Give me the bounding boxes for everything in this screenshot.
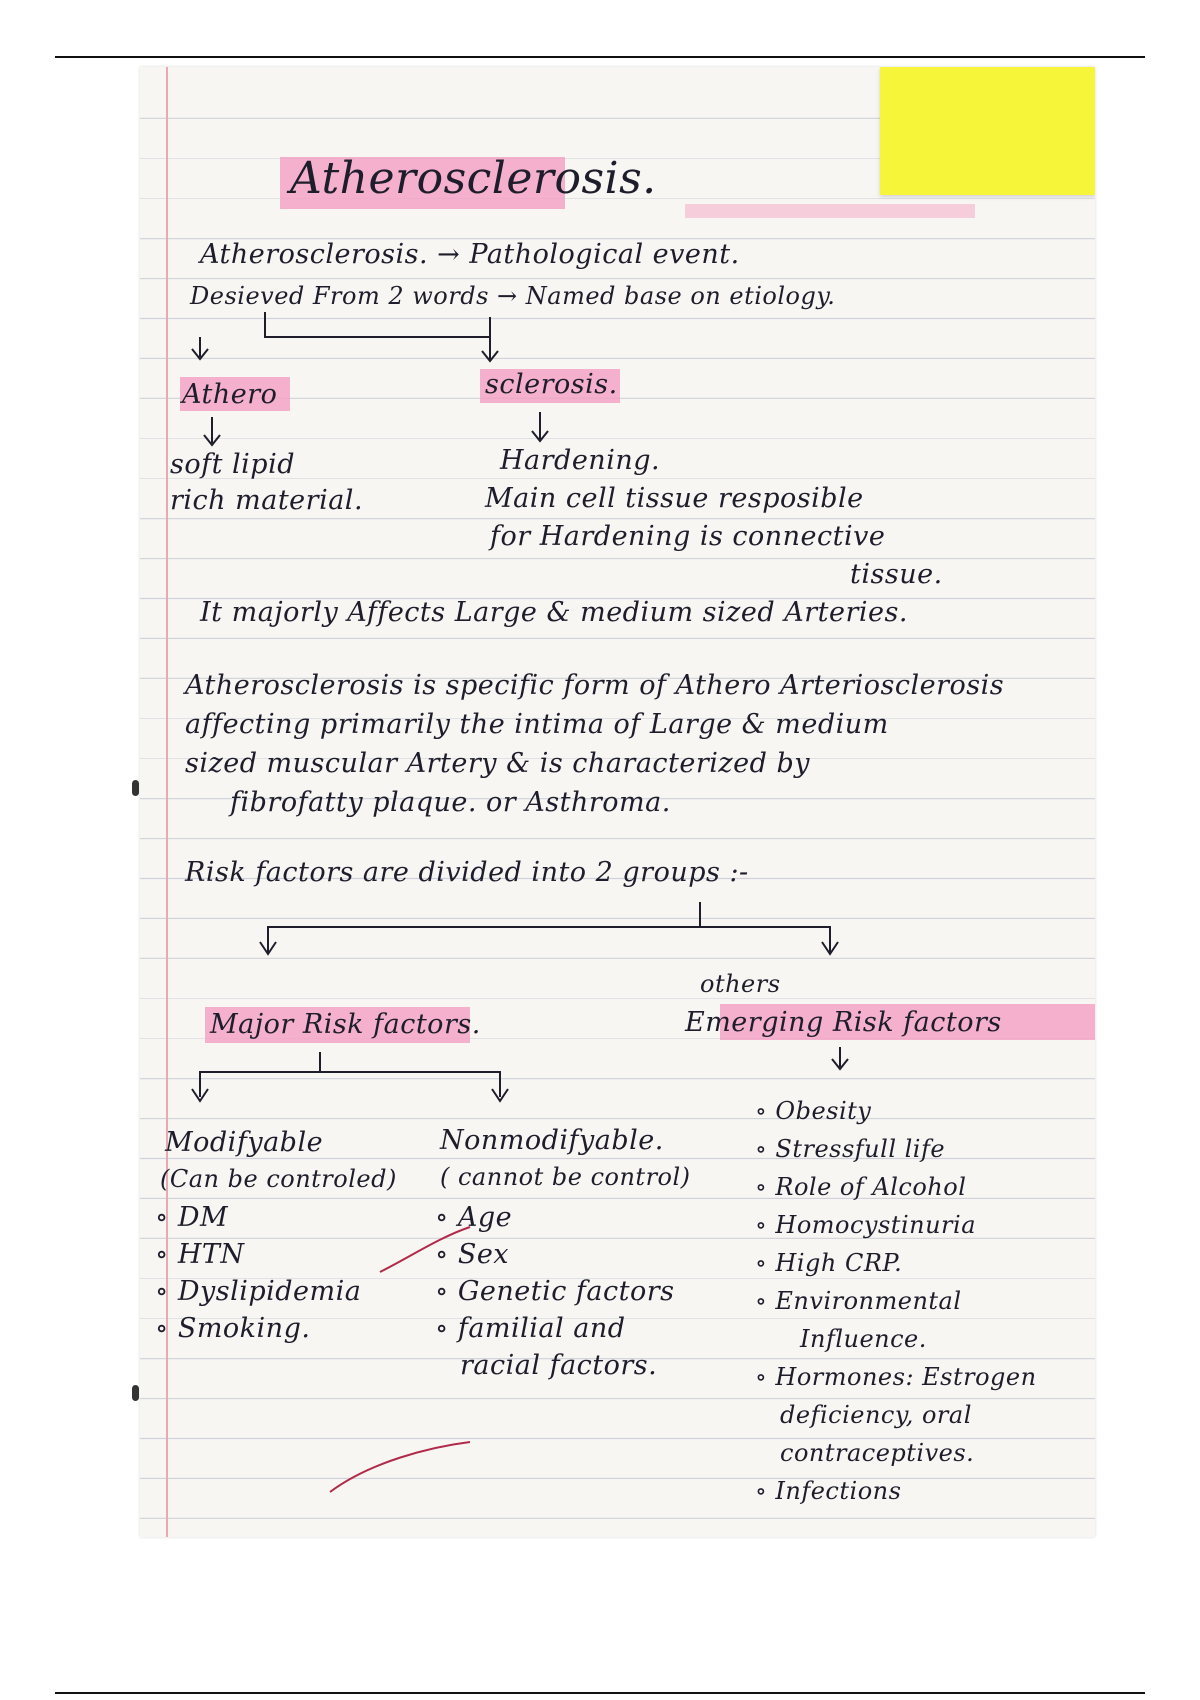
list-item: ∘ DM (155, 1202, 229, 1233)
list-item: ∘ Environmental (755, 1287, 962, 1315)
list-item: contraceptives. (780, 1439, 975, 1467)
text-line: Hardening. (500, 445, 661, 476)
text-line: affecting primarily the intima of Large & medium (185, 709, 889, 740)
text-line: Desieved From 2 words → Named base on etiology. (190, 282, 836, 310)
top-rule (55, 56, 1145, 58)
list-item: ∘ Smoking. (155, 1313, 311, 1344)
list-item: racial factors. (460, 1350, 658, 1381)
modifiable-heading: Modifyable (165, 1127, 324, 1158)
list-item: Influence. (800, 1325, 927, 1353)
notebook-page (140, 67, 1095, 1537)
text-line: (Can be controled) (160, 1165, 397, 1193)
text-line: tissue. (850, 559, 943, 590)
list-item: deficiency, oral (780, 1401, 972, 1429)
list-item: ∘ HTN (155, 1239, 245, 1270)
binder-hole (132, 1385, 139, 1401)
text-line: sized muscular Artery & is characterized by (185, 748, 811, 779)
text-line: ( cannot be control) (440, 1163, 691, 1191)
page-title: Atherosclerosis. (290, 153, 657, 204)
list-item: ∘ Stressfull life (755, 1135, 946, 1163)
list-item: ∘ Dyslipidemia (155, 1276, 362, 1307)
list-item: ∘ Hormones: Estrogen (755, 1363, 1037, 1391)
text-line: fibrofatty plaque. or Asthroma. (230, 787, 671, 818)
text-line: Risk factors are divided into 2 groups :- (185, 857, 749, 888)
list-item: ∘ Homocystinuria (755, 1211, 976, 1239)
text-line: rich material. (170, 485, 364, 516)
text-line: It majorly Affects Large & medium sized Arteries. (200, 597, 908, 628)
connector-lines (140, 67, 1095, 1537)
text-line: Main cell tissue resposible (485, 483, 864, 514)
text-line: Atherosclerosis. → Pathological event. (200, 239, 740, 270)
binder-hole (132, 780, 139, 796)
bottom-rule (55, 1692, 1145, 1694)
athero-label: Athero (182, 379, 278, 410)
major-risk-heading: Major Risk factors. (210, 1009, 481, 1040)
text-line: others (700, 970, 781, 998)
text-line: for Hardening is connective (490, 521, 886, 552)
list-item: ∘ High CRP. (755, 1249, 903, 1277)
list-item: ∘ Infections (755, 1477, 902, 1505)
list-item: ∘ Age (435, 1202, 513, 1233)
list-item: ∘ Sex (435, 1239, 510, 1270)
text-line: soft lipid (170, 449, 296, 480)
sclerosis-label: sclerosis. (485, 369, 618, 400)
list-item: ∘ Obesity (755, 1097, 872, 1125)
emerging-risk-heading: Emerging Risk factors (685, 1007, 1002, 1038)
list-item: ∘ Genetic factors (435, 1276, 675, 1307)
list-item: ∘ familial and (435, 1313, 626, 1344)
nonmodifiable-heading: Nonmodifyable. (440, 1125, 664, 1156)
text-line: Atherosclerosis is specific form of Athero Arteriosclerosis (185, 670, 1005, 701)
list-item: ∘ Role of Alcohol (755, 1173, 967, 1201)
